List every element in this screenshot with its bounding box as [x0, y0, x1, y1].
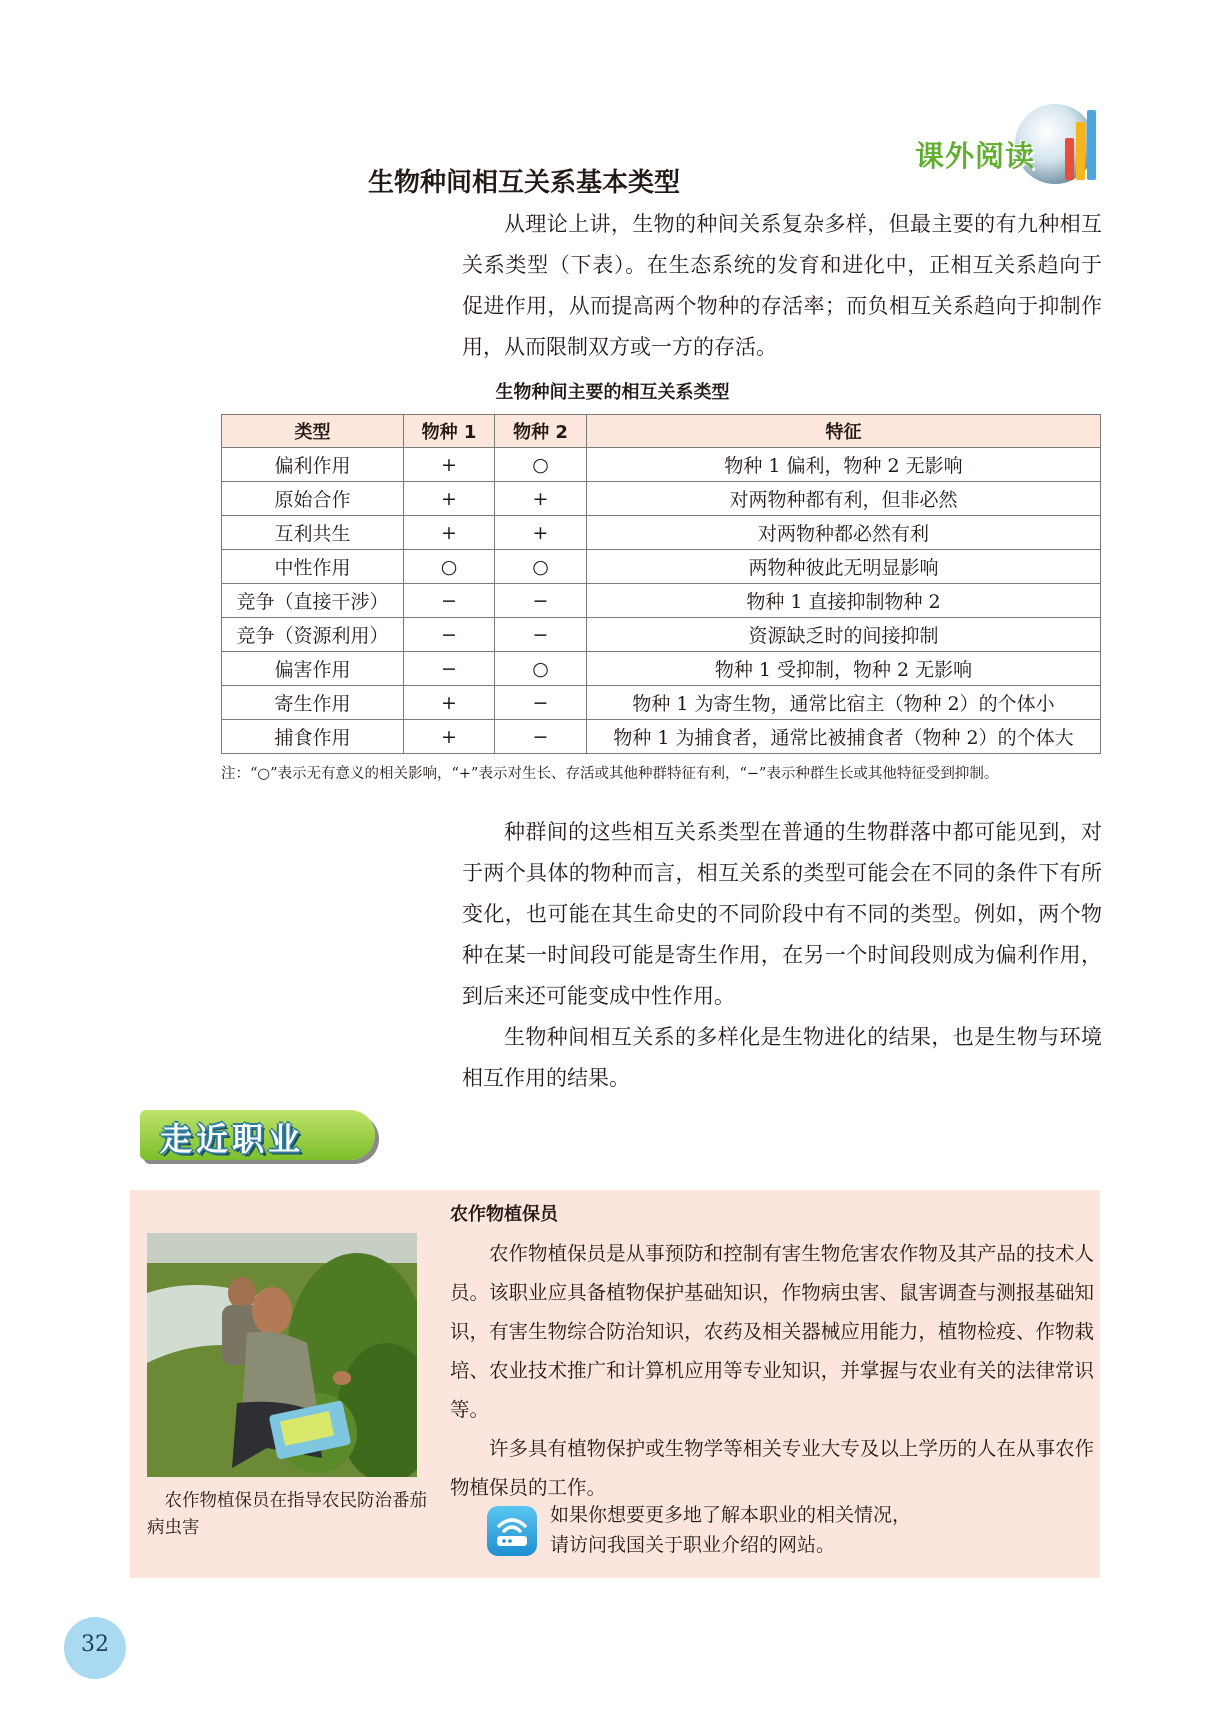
link-text-line: 如果你想要更多地了解本职业的相关情况，: [550, 1504, 912, 1526]
cell-species-1: ○: [404, 550, 495, 584]
paragraph: 农作物植保员是从事预防和控制有害生物危害农作物及其产品的技术人员。该职业应具备植物保护基础知识，作物病虫害、鼠害调查与测报基础知识，有害生物综合防治知识，农药及相关器械应用能力，植物检疫、作物栽培、农业技术推广和计算机应用等专业知识，并掌握与农业有关的法律常识等。: [450, 1242, 1094, 1421]
cell-type: 偏害作用: [222, 652, 404, 686]
cell-species-1: +: [404, 686, 495, 720]
article-title: 生物种间相互关系基本类型: [368, 168, 681, 198]
cell-species-1: −: [404, 618, 495, 652]
cell-species-2: ○: [495, 652, 587, 686]
cell-feature: 两物种彼此无明显影响: [587, 550, 1101, 584]
table-row: [222, 482, 1101, 516]
cell-feature: 物种 1 受抑制，物种 2 无影响: [587, 652, 1101, 686]
extracurricular-reading-badge: [905, 100, 1105, 190]
career-banner: [140, 1110, 375, 1162]
table-row: [222, 516, 1101, 550]
paragraph: 生物种间相互关系的多样化是生物进化的结果，也是生物与环境相互作用的结果。: [462, 1025, 1102, 1090]
cell-type: 互利共生: [222, 516, 404, 550]
cell-feature: 物种 1 为寄生物，通常比宿主（物种 2）的个体小: [587, 686, 1101, 720]
photo-illustration: [147, 1233, 417, 1477]
cell-species-2: ○: [495, 448, 587, 482]
cell-species-2: +: [495, 516, 587, 550]
photo-caption: 农作物植保员在指导农民防治番茄病虫害: [147, 1491, 427, 1538]
table-caption: 生物种间主要的相互关系类型: [495, 382, 730, 403]
article-intro: [462, 204, 1102, 368]
paragraph: 种群间的这些相互关系类型在普通的生物群落中都可能见到，对于两个具体的物种而言，相互关系的类型可能会在不同的条件下有所变化，也可能在其生命史的不同阶段中有不同的类型。例如，两个物种在某一时间段可能是寄生作用，在另一个时间段则成为偏利作用，到后来还可能变成中性作用。: [462, 820, 1102, 1008]
cell-species-2: −: [495, 618, 587, 652]
cell-feature: 物种 1 直接抑制物种 2: [587, 584, 1101, 618]
cell-species-2: +: [495, 482, 587, 516]
book-icon: [1076, 122, 1085, 180]
job-description: [450, 1234, 1094, 1507]
cell-type: 原始合作: [222, 482, 404, 516]
header-species-1: 物种 1: [404, 415, 495, 448]
career-banner-label: 走近职业: [160, 1120, 305, 1158]
header-species-2: 物种 2: [495, 415, 587, 448]
paragraph: 许多具有植物保护或生物学等相关专业大专及以上学历的人在从事农作物植保员的工作。: [450, 1437, 1094, 1499]
career-link-text: [550, 1500, 911, 1560]
job-title: 农作物植保员: [450, 1204, 558, 1225]
book-icon: [1065, 138, 1074, 180]
table-row: [222, 652, 1101, 686]
table-row: [222, 448, 1101, 482]
cell-type: 中性作用: [222, 550, 404, 584]
header-type: 类型: [222, 415, 404, 448]
badge-label: 课外阅读: [915, 139, 1036, 173]
header-feature: 特征: [587, 415, 1101, 448]
cell-species-2: −: [495, 584, 587, 618]
wifi-router-icon: [487, 1506, 537, 1556]
cell-species-2: −: [495, 686, 587, 720]
page-number: 32: [81, 1632, 109, 1657]
cell-type: 竞争（资源利用）: [222, 618, 404, 652]
cell-feature: 物种 1 为捕食者，通常比被捕食者（物种 2）的个体大: [587, 720, 1101, 754]
paragraph: 从理论上讲，生物的种间关系复杂多样，但最主要的有九种相互关系类型（下表）。在生态系统的发育和进化中，正相互关系趋向于促进作用，从而提高两个物种的存活率；而负相互关系趋向于抑制作用，从而限制双方或一方的存活。: [462, 212, 1102, 359]
cell-feature: 对两物种都有利，但非必然: [587, 482, 1101, 516]
cell-type: 竞争（直接干涉）: [222, 584, 404, 618]
cell-species-2: −: [495, 720, 587, 754]
table-row: [222, 720, 1101, 754]
table-row: [222, 584, 1101, 618]
cell-species-1: −: [404, 652, 495, 686]
book-icon: [1087, 110, 1096, 180]
link-text-line: 请访问我国关于职业介绍的网站。: [550, 1534, 836, 1556]
cell-species-1: +: [404, 482, 495, 516]
table-note: 注：“○”表示无有意义的相关影响，“+”表示对生长、存活或其他种群特征有利，“−”表示种群生长或其他特征受到抑制。: [221, 766, 999, 782]
cell-species-1: +: [404, 720, 495, 754]
table-header-row: [222, 415, 1101, 448]
cell-type: 捕食作用: [222, 720, 404, 754]
cell-species-2: ○: [495, 550, 587, 584]
cell-species-1: +: [404, 516, 495, 550]
cell-type: 偏利作用: [222, 448, 404, 482]
table-row: [222, 686, 1101, 720]
article-body: [462, 812, 1102, 1099]
cell-feature: 对两物种都必然有利: [587, 516, 1101, 550]
cell-feature: 资源缺乏时的间接抑制: [587, 618, 1101, 652]
table-row: [222, 550, 1101, 584]
cell-species-1: −: [404, 584, 495, 618]
table-row: [222, 618, 1101, 652]
cell-species-1: +: [404, 448, 495, 482]
cell-feature: 物种 1 偏利，物种 2 无影响: [587, 448, 1101, 482]
relationship-table: [221, 414, 1101, 754]
cell-type: 寄生作用: [222, 686, 404, 720]
career-photo: [147, 1233, 417, 1477]
